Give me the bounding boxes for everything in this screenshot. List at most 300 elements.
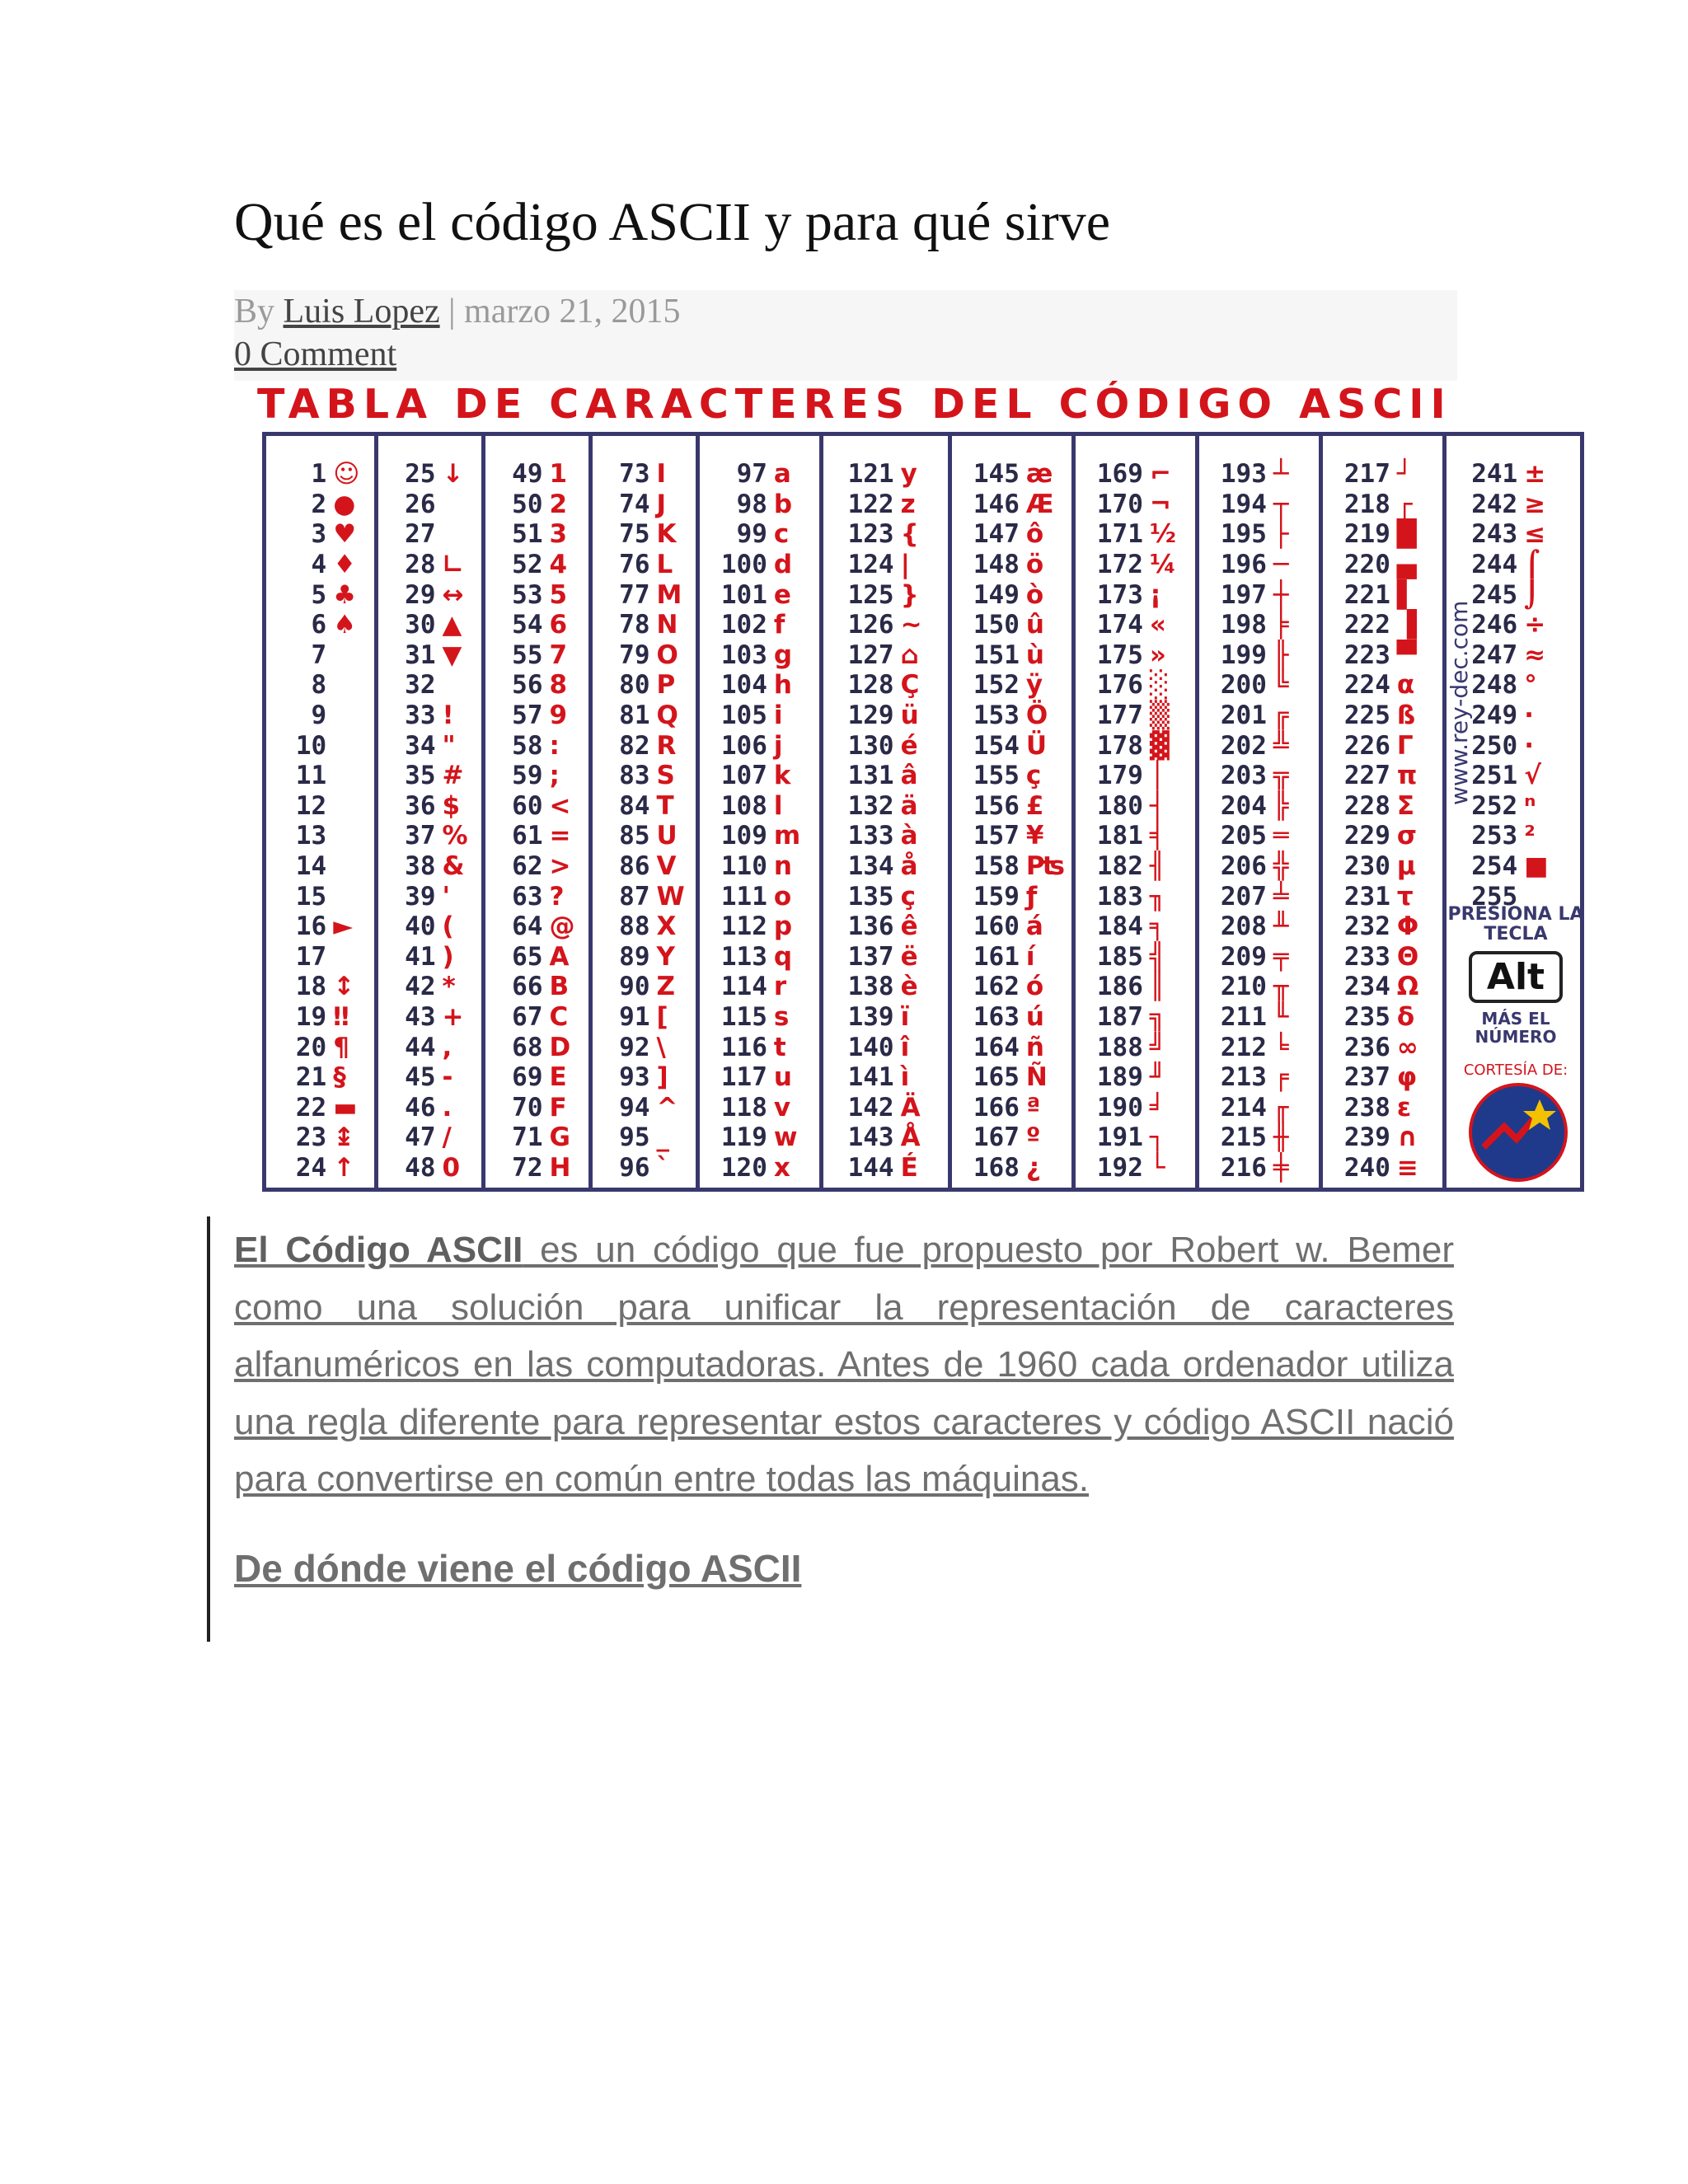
ascii-cell bbox=[266, 1093, 374, 1123]
ascii-char: ┤ bbox=[1149, 790, 1165, 821]
ascii-char: Θ bbox=[1396, 941, 1419, 972]
ascii-code: 1 bbox=[311, 459, 327, 490]
ascii-cell bbox=[266, 881, 374, 912]
ascii-char: ƒ bbox=[1025, 881, 1038, 912]
ascii-char: ╨ bbox=[1273, 912, 1289, 942]
ascii-cell bbox=[1199, 1153, 1319, 1183]
ascii-char: á bbox=[1025, 912, 1043, 942]
ascii-char: 2 bbox=[549, 489, 568, 519]
ascii-code: 225 bbox=[1343, 701, 1390, 731]
ascii-char: ü bbox=[900, 701, 919, 731]
ascii-char: ┘ bbox=[1396, 459, 1413, 490]
ascii-cell bbox=[1199, 942, 1319, 972]
ascii-cell bbox=[952, 942, 1071, 972]
ascii-cell bbox=[700, 942, 819, 972]
ascii-char: { bbox=[900, 519, 919, 550]
ascii-cell bbox=[593, 791, 696, 822]
ascii-cell bbox=[485, 1032, 588, 1062]
ascii-code: 12 bbox=[295, 790, 327, 821]
ascii-cell bbox=[378, 761, 481, 791]
ascii-cell bbox=[378, 972, 481, 1002]
ascii-code: 77 bbox=[619, 579, 650, 610]
ascii-cell bbox=[485, 791, 588, 822]
ascii-char: N bbox=[656, 610, 678, 640]
intro-paragraph bbox=[234, 1221, 1454, 1508]
ascii-cell bbox=[378, 670, 481, 701]
ascii-char: c bbox=[773, 519, 790, 550]
ascii-code: 220 bbox=[1343, 550, 1390, 580]
ascii-code: 124 bbox=[847, 550, 894, 580]
ascii-char: p bbox=[773, 912, 793, 942]
ascii-char: ▲ bbox=[442, 610, 462, 640]
ascii-char: % bbox=[442, 821, 468, 851]
ascii-code: 239 bbox=[1343, 1122, 1390, 1153]
ascii-code: 108 bbox=[720, 790, 767, 821]
ascii-char: e bbox=[773, 579, 791, 610]
ascii-char: ⌡ bbox=[1524, 579, 1540, 610]
ascii-code: 6 bbox=[311, 610, 327, 640]
ascii-code: 161 bbox=[973, 941, 1020, 972]
ascii-char: ▒ bbox=[1149, 701, 1170, 731]
ascii-cell bbox=[593, 640, 696, 671]
ascii-code: 131 bbox=[847, 761, 894, 791]
ascii-cell bbox=[593, 1002, 696, 1033]
ascii-code: 120 bbox=[720, 1153, 767, 1183]
ascii-column bbox=[952, 436, 1076, 1188]
ascii-cell bbox=[1447, 550, 1572, 580]
ascii-char: ↨ bbox=[333, 1122, 355, 1153]
ascii-cell bbox=[1199, 640, 1319, 671]
byline bbox=[234, 290, 1457, 381]
ascii-char: t bbox=[773, 1032, 786, 1062]
ascii-char: ║ bbox=[1149, 972, 1165, 1002]
ascii-code: 57 bbox=[512, 701, 543, 731]
section-heading-link[interactable]: De dónde viene el código ASCII bbox=[234, 1547, 802, 1590]
ascii-cell bbox=[485, 912, 588, 942]
ascii-cell bbox=[823, 519, 948, 550]
ascii-code: 238 bbox=[1343, 1092, 1390, 1122]
ascii-cell bbox=[1323, 761, 1442, 791]
ascii-code: 248 bbox=[1471, 670, 1518, 701]
ascii-code: 41 bbox=[405, 941, 436, 972]
ascii-code: 233 bbox=[1343, 941, 1390, 972]
ascii-char: ' bbox=[442, 881, 450, 912]
ascii-cell bbox=[1323, 912, 1442, 942]
ascii-cell bbox=[378, 579, 481, 610]
ascii-code: 114 bbox=[720, 972, 767, 1002]
ascii-cell bbox=[700, 791, 819, 822]
ascii-cell bbox=[593, 942, 696, 972]
ascii-code: 146 bbox=[973, 489, 1020, 519]
ascii-char: ╡ bbox=[1149, 821, 1165, 851]
ascii-code: 113 bbox=[720, 941, 767, 972]
ascii-char: ═ bbox=[1273, 821, 1289, 851]
ascii-cell bbox=[1199, 1032, 1319, 1062]
ascii-char: & bbox=[442, 851, 465, 882]
ascii-char: ↑ bbox=[333, 1153, 355, 1183]
ascii-code: 203 bbox=[1220, 761, 1267, 791]
ascii-code: 43 bbox=[405, 1002, 436, 1033]
ascii-cell bbox=[1076, 791, 1195, 822]
ascii-cell bbox=[485, 459, 588, 490]
blockquote-bar bbox=[207, 1216, 210, 1642]
ascii-code: 240 bbox=[1343, 1153, 1390, 1183]
ascii-cell bbox=[1323, 610, 1442, 640]
ascii-code: 147 bbox=[973, 519, 1020, 550]
plus-number-label: MÁS EL NÚMERO bbox=[1475, 1009, 1557, 1047]
ascii-cell bbox=[700, 701, 819, 731]
ascii-char: ╝ bbox=[1149, 1032, 1165, 1062]
ascii-code: 232 bbox=[1343, 912, 1390, 942]
ascii-code: 132 bbox=[847, 790, 894, 821]
site-watermark: www.rey-dec.com bbox=[1446, 600, 1473, 805]
ascii-code: 198 bbox=[1220, 610, 1267, 640]
ascii-char: ♠ bbox=[333, 610, 357, 640]
ascii-code: 76 bbox=[619, 550, 650, 580]
ascii-code: 223 bbox=[1343, 640, 1390, 670]
ascii-cell bbox=[593, 1122, 696, 1153]
ascii-code: 51 bbox=[512, 519, 543, 550]
ascii-char: ª bbox=[1025, 1092, 1041, 1122]
ascii-cell bbox=[485, 972, 588, 1002]
ascii-char: ù bbox=[1025, 640, 1044, 670]
ascii-cell bbox=[700, 640, 819, 671]
ascii-char: o bbox=[773, 881, 792, 912]
ascii-char: î bbox=[900, 1032, 910, 1062]
ascii-char: ╫ bbox=[1273, 1122, 1289, 1153]
ascii-char: Γ bbox=[1396, 730, 1414, 761]
ascii-cell bbox=[1323, 670, 1442, 701]
ascii-char: b bbox=[773, 489, 793, 519]
ascii-cell bbox=[266, 851, 374, 882]
ascii-code: 99 bbox=[736, 519, 767, 550]
ascii-code: 60 bbox=[512, 790, 543, 821]
ascii-code: 13 bbox=[295, 821, 327, 851]
ascii-code: 98 bbox=[736, 489, 767, 519]
ascii-char: H bbox=[549, 1153, 571, 1183]
ascii-char: X bbox=[656, 912, 677, 942]
ascii-char: ∞ bbox=[1396, 1032, 1418, 1062]
ascii-char: ≤ bbox=[1524, 519, 1546, 550]
ascii-char: } bbox=[900, 579, 919, 610]
ascii-code: 30 bbox=[405, 610, 436, 640]
ascii-cell bbox=[485, 610, 588, 640]
ascii-cell bbox=[952, 550, 1071, 580]
ascii-code: 103 bbox=[720, 640, 767, 670]
ascii-char: W bbox=[656, 881, 685, 912]
ascii-cell bbox=[700, 579, 819, 610]
ascii-code: 5 bbox=[311, 579, 327, 610]
ascii-cell bbox=[952, 1093, 1071, 1123]
ascii-char: ↕ bbox=[333, 972, 355, 1002]
ascii-char: ▄ bbox=[1396, 550, 1417, 580]
ascii-char: Æ bbox=[1025, 489, 1054, 519]
ascii-code: 185 bbox=[1096, 941, 1143, 972]
ascii-cell bbox=[700, 1153, 819, 1183]
ascii-code: 213 bbox=[1220, 1062, 1267, 1093]
ascii-cell bbox=[952, 1122, 1071, 1153]
author-link[interactable]: Luis Lopez bbox=[283, 293, 440, 330]
ascii-char: ¥ bbox=[1025, 821, 1044, 851]
ascii-char: h bbox=[773, 670, 792, 701]
ascii-code: 80 bbox=[619, 670, 650, 701]
ascii-char: @ bbox=[549, 912, 575, 942]
ascii-cell bbox=[1323, 881, 1442, 912]
ascii-char: J bbox=[656, 489, 667, 519]
press-key-label: PRESIONA LA TECLA bbox=[1447, 904, 1584, 944]
ascii-cell bbox=[485, 1153, 588, 1183]
ascii-column bbox=[1076, 436, 1199, 1188]
ascii-char: ╙ bbox=[1273, 1002, 1289, 1033]
ascii-char: S bbox=[656, 761, 675, 791]
byline-separator: | bbox=[448, 293, 456, 330]
ascii-code: 189 bbox=[1096, 1062, 1143, 1093]
ascii-cell bbox=[1076, 881, 1195, 912]
ascii-char: ¼ bbox=[1149, 550, 1176, 580]
ascii-char: 8 bbox=[549, 670, 568, 701]
ascii-code: 253 bbox=[1471, 821, 1518, 851]
ascii-cell bbox=[593, 851, 696, 882]
ascii-cell bbox=[823, 490, 948, 520]
ascii-cell bbox=[485, 881, 588, 912]
ascii-char: + bbox=[442, 1002, 464, 1033]
ascii-code: 135 bbox=[847, 881, 894, 912]
ascii-char: ╖ bbox=[1149, 881, 1165, 912]
ascii-char: [ bbox=[656, 1002, 668, 1033]
ascii-code: 123 bbox=[847, 519, 894, 550]
ascii-cell bbox=[485, 519, 588, 550]
ascii-cell bbox=[485, 730, 588, 761]
ascii-cell bbox=[593, 459, 696, 490]
ascii-cell bbox=[823, 821, 948, 851]
ascii-char: I bbox=[656, 459, 667, 490]
ascii-code: 116 bbox=[720, 1032, 767, 1062]
ascii-cell bbox=[378, 640, 481, 671]
ascii-char: ↓ bbox=[442, 459, 464, 490]
ascii-char: ╟ bbox=[1273, 640, 1289, 670]
ascii-cell bbox=[1323, 550, 1442, 580]
ascii-cell bbox=[952, 791, 1071, 822]
ascii-code: 4 bbox=[311, 550, 327, 580]
ascii-char: i bbox=[773, 701, 783, 731]
ascii-code: 52 bbox=[512, 550, 543, 580]
ascii-char: ⌐ bbox=[1149, 459, 1171, 490]
ascii-cell bbox=[485, 701, 588, 731]
ascii-char: z bbox=[900, 489, 916, 519]
ascii-cell bbox=[823, 761, 948, 791]
ascii-char: π bbox=[1396, 761, 1418, 791]
ascii-cell bbox=[1076, 701, 1195, 731]
ascii-code: 137 bbox=[847, 941, 894, 972]
ascii-code: 142 bbox=[847, 1092, 894, 1122]
ascii-code: 15 bbox=[295, 881, 327, 912]
ascii-cell bbox=[1323, 972, 1442, 1002]
ascii-char: ┼ bbox=[1273, 579, 1289, 610]
ascii-code: 195 bbox=[1220, 519, 1267, 550]
ascii-code: 201 bbox=[1220, 701, 1267, 731]
ascii-char: ╢ bbox=[1149, 851, 1165, 882]
ascii-cell bbox=[378, 730, 481, 761]
ascii-code: 117 bbox=[720, 1062, 767, 1093]
ascii-cell bbox=[378, 701, 481, 731]
ascii-cell bbox=[1076, 972, 1195, 1002]
ascii-code: 154 bbox=[973, 730, 1020, 761]
ascii-char: ( bbox=[442, 912, 454, 942]
ascii-code: 107 bbox=[720, 761, 767, 791]
ascii-code: 38 bbox=[405, 851, 436, 882]
ascii-cell bbox=[952, 851, 1071, 882]
ascii-cell bbox=[378, 1122, 481, 1153]
ascii-char: ╛ bbox=[1149, 1092, 1165, 1122]
ascii-cell bbox=[1323, 1062, 1442, 1093]
ascii-code: 130 bbox=[847, 730, 894, 761]
ascii-code: 178 bbox=[1096, 730, 1143, 761]
ascii-code: 118 bbox=[720, 1092, 767, 1122]
ascii-code: 192 bbox=[1096, 1153, 1143, 1183]
ascii-char: L bbox=[656, 550, 673, 580]
ascii-cell bbox=[1199, 550, 1319, 580]
ascii-char: Ö bbox=[1025, 701, 1048, 731]
ascii-char: / bbox=[442, 1122, 452, 1153]
ascii-code: 168 bbox=[973, 1153, 1020, 1183]
ascii-char: ₧ bbox=[1025, 851, 1065, 882]
ascii-char: ⁿ bbox=[1524, 790, 1536, 821]
ascii-code: 140 bbox=[847, 1032, 894, 1062]
ascii-cell bbox=[823, 851, 948, 882]
ascii-char: ╪ bbox=[1273, 1153, 1289, 1183]
ascii-char: ╠ bbox=[1273, 790, 1289, 821]
ascii-code: 81 bbox=[619, 701, 650, 731]
alt-key-icon: Alt bbox=[1469, 951, 1563, 1003]
ascii-cell bbox=[378, 821, 481, 851]
ascii-code: 158 bbox=[973, 851, 1020, 882]
ascii-code: 243 bbox=[1471, 519, 1518, 550]
ascii-code: 97 bbox=[736, 459, 767, 490]
ascii-code: 255 bbox=[1471, 881, 1518, 912]
ascii-code: 88 bbox=[619, 912, 650, 942]
ascii-code: 207 bbox=[1220, 881, 1267, 912]
ascii-code: 236 bbox=[1343, 1032, 1390, 1062]
ascii-char: ∩ bbox=[1396, 1122, 1418, 1153]
ascii-code: 112 bbox=[720, 912, 767, 942]
ascii-cell bbox=[952, 1002, 1071, 1033]
ascii-code: 163 bbox=[973, 1002, 1020, 1033]
ascii-cell bbox=[1076, 1153, 1195, 1183]
ascii-char: ] bbox=[656, 1062, 668, 1093]
ascii-cell bbox=[952, 1032, 1071, 1062]
ascii-cell bbox=[593, 821, 696, 851]
ascii-code: 150 bbox=[973, 610, 1020, 640]
ascii-code: 226 bbox=[1343, 730, 1390, 761]
ascii-char: ─ bbox=[1273, 550, 1289, 580]
ascii-cell bbox=[1323, 640, 1442, 671]
ascii-code: 145 bbox=[973, 459, 1020, 490]
ascii-code: 3 bbox=[311, 519, 327, 550]
ascii-cell bbox=[1199, 821, 1319, 851]
ascii-char: s bbox=[773, 1002, 790, 1033]
ascii-char: ± bbox=[1524, 459, 1546, 490]
ascii-cell bbox=[1076, 1062, 1195, 1093]
ascii-char: ° bbox=[1524, 670, 1537, 701]
ascii-cell bbox=[378, 459, 481, 490]
ascii-definition-link[interactable]: El Código ASCII bbox=[234, 1230, 523, 1270]
ascii-column bbox=[378, 436, 485, 1188]
ascii-code: 105 bbox=[720, 701, 767, 731]
ascii-code: 151 bbox=[973, 640, 1020, 670]
ascii-char: ♦ bbox=[333, 550, 357, 580]
ascii-char: ú bbox=[1025, 1002, 1044, 1033]
intro-text: es un código que fue propuesto por Robert w. Bemer como una solución para unificar la representación de caracteres alfanuméricos en las computadoras. Antes de 1960 cada ordenador utiliza una regla diferente para representar estos caracteres y código ASCII nació para convertirse en común entre todas las máquinas. bbox=[234, 1230, 1455, 1499]
ascii-code: 237 bbox=[1343, 1062, 1390, 1093]
ascii-cell bbox=[700, 851, 819, 882]
ascii-cell bbox=[1199, 912, 1319, 942]
ascii-cell bbox=[266, 730, 374, 761]
ascii-cell bbox=[485, 670, 588, 701]
ascii-code: 83 bbox=[619, 761, 650, 791]
ascii-code: 188 bbox=[1096, 1032, 1143, 1062]
ascii-cell bbox=[1199, 761, 1319, 791]
ascii-cell bbox=[485, 1093, 588, 1123]
ascii-cell bbox=[1323, 1153, 1442, 1183]
ascii-code: 87 bbox=[619, 881, 650, 912]
ascii-code: 187 bbox=[1096, 1002, 1143, 1033]
ascii-char: τ bbox=[1396, 881, 1414, 912]
ascii-cell bbox=[823, 1062, 948, 1093]
ascii-code: 33 bbox=[405, 701, 436, 731]
ascii-code: 49 bbox=[512, 459, 543, 490]
ascii-code: 141 bbox=[847, 1062, 894, 1093]
ascii-char: D bbox=[549, 1032, 571, 1062]
ascii-char: u bbox=[773, 1062, 792, 1093]
ascii-cell bbox=[266, 640, 374, 671]
ascii-column bbox=[1323, 436, 1447, 1188]
ascii-cell bbox=[1447, 459, 1572, 490]
ascii-char: ê bbox=[900, 912, 918, 942]
ascii-code: 72 bbox=[512, 1153, 543, 1183]
ascii-code: 46 bbox=[405, 1092, 436, 1122]
ascii-cell bbox=[1076, 490, 1195, 520]
ascii-char: ╓ bbox=[1273, 1092, 1289, 1122]
ascii-char: ½ bbox=[1149, 519, 1176, 550]
ascii-code: 139 bbox=[847, 1002, 894, 1033]
comments-link[interactable]: 0 Comment bbox=[234, 335, 397, 373]
ascii-char: ╦ bbox=[1273, 761, 1289, 791]
ascii-cell bbox=[593, 1062, 696, 1093]
ascii-code: 8 bbox=[311, 670, 327, 701]
ascii-code: 205 bbox=[1220, 821, 1267, 851]
ascii-char: j bbox=[773, 730, 783, 761]
ascii-code: 200 bbox=[1220, 670, 1267, 701]
ascii-code: 73 bbox=[619, 459, 650, 490]
ascii-code: 170 bbox=[1096, 489, 1143, 519]
ascii-code: 152 bbox=[973, 670, 1020, 701]
ascii-char: ÿ bbox=[1025, 670, 1043, 701]
ascii-cell bbox=[593, 1032, 696, 1062]
ascii-cell bbox=[823, 912, 948, 942]
ascii-cell bbox=[823, 972, 948, 1002]
ascii-char: * bbox=[442, 972, 456, 1002]
ascii-table-heading: TABLA DE CARACTERES DEL CÓDIGO ASCII bbox=[257, 381, 1452, 428]
ascii-cell bbox=[1447, 821, 1572, 851]
ascii-char: \ bbox=[656, 1032, 666, 1062]
ascii-char: ┐ bbox=[1149, 1122, 1165, 1153]
ascii-char: n bbox=[773, 851, 792, 882]
ascii-code: 59 bbox=[512, 761, 543, 791]
ascii-code: 138 bbox=[847, 972, 894, 1002]
ascii-char: ╧ bbox=[1273, 881, 1289, 912]
ascii-char: ∙ bbox=[1524, 701, 1535, 731]
ascii-cell bbox=[952, 761, 1071, 791]
